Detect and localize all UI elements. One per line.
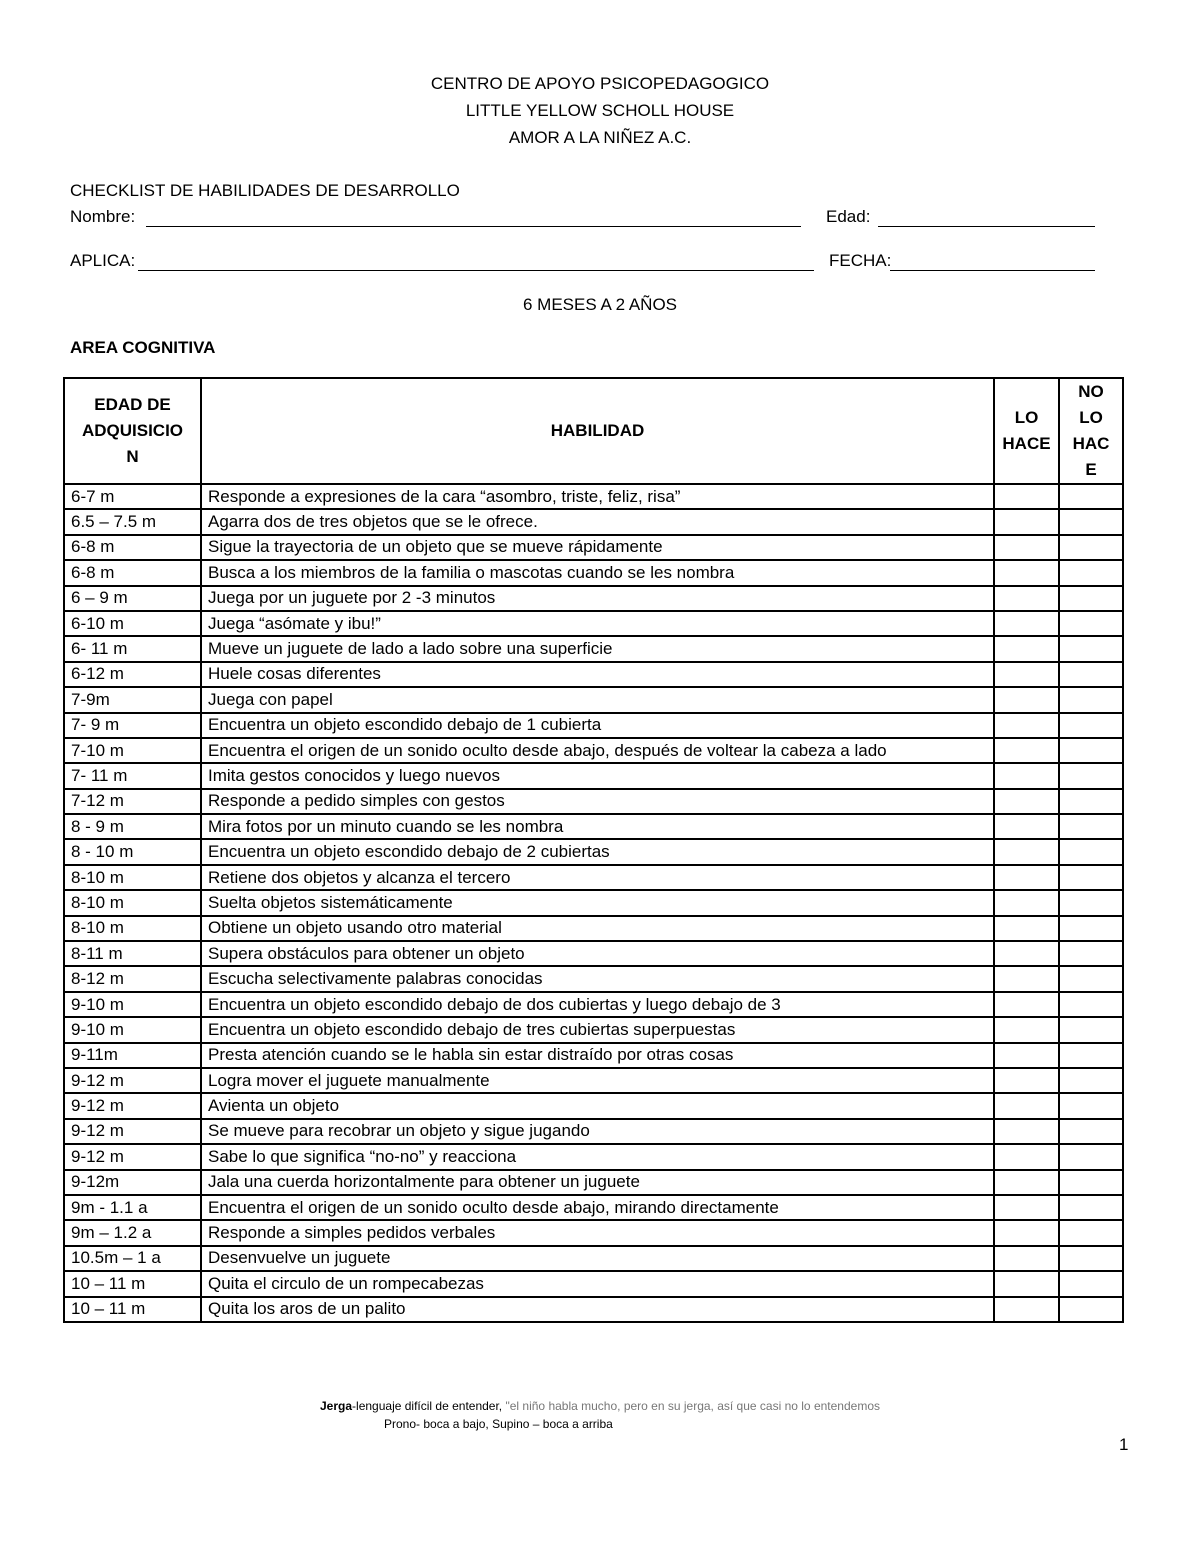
table-row — [64, 1170, 1123, 1195]
column-header-age — [64, 378, 201, 484]
skill-cell: Juega con papel — [201, 687, 994, 712]
does-checkbox-cell[interactable] — [994, 1017, 1059, 1042]
does-not-checkbox-cell[interactable] — [1059, 1119, 1123, 1144]
column-header-does-l2: HACE — [1002, 434, 1051, 453]
column-header-age-l1: EDAD DE — [94, 395, 171, 414]
age-cell: 8-10 m — [64, 865, 201, 890]
skill-cell: Retiene dos objetos y alcanza el tercero — [201, 865, 994, 890]
footnote-jerga-term: Jerga — [320, 1399, 353, 1413]
table-row — [64, 713, 1123, 738]
does-not-checkbox-cell[interactable] — [1059, 1195, 1123, 1220]
skill-cell: Encuentra un objeto escondido debajo de dos cubiertas y luego debajo de 3 — [201, 992, 994, 1017]
does-not-checkbox-cell[interactable] — [1059, 1220, 1123, 1245]
does-not-checkbox-cell[interactable] — [1059, 662, 1123, 687]
skill-cell: Jala una cuerda horizontalmente para obtener un juguete — [201, 1170, 994, 1195]
table-row — [64, 662, 1123, 687]
skill-cell: Encuentra un objeto escondido debajo de tres cubiertas superpuestas — [201, 1017, 994, 1042]
skill-cell: Quita el circulo de un rompecabezas — [201, 1271, 994, 1296]
skill-cell: Responde a expresiones de la cara “asombro, triste, feliz, risa” — [201, 484, 994, 509]
does-checkbox-cell[interactable] — [994, 1246, 1059, 1271]
skill-cell: Juega “asómate y ibu!” — [201, 611, 994, 636]
skill-cell: Sabe lo que significa “no-no” y reacciona — [201, 1144, 994, 1169]
skill-cell: Supera obstáculos para obtener un objeto — [201, 941, 994, 966]
table-row — [64, 1246, 1123, 1271]
table-row — [64, 1297, 1123, 1322]
column-header-not-l4: E — [1085, 460, 1097, 479]
age-cell: 8 - 9 m — [64, 814, 201, 839]
skill-cell: Desenvuelve un juguete — [201, 1246, 994, 1271]
page-number: 1 — [1119, 1435, 1129, 1454]
skill-cell: Presta atención cuando se le habla sin estar distraído por otras cosas — [201, 1043, 994, 1068]
does-not-checkbox-cell[interactable] — [1059, 636, 1123, 661]
does-checkbox-cell[interactable] — [994, 1271, 1059, 1296]
table-row — [64, 966, 1123, 991]
column-header-not-l1: NO — [1078, 382, 1104, 401]
does-checkbox-cell[interactable] — [994, 1119, 1059, 1144]
age-cell: 6-8 m — [64, 560, 201, 585]
age-cell: 9m - 1.1 a — [64, 1195, 201, 1220]
age-cell: 9-10 m — [64, 1017, 201, 1042]
column-header-skill: HABILIDAD — [201, 378, 994, 484]
table-row — [64, 687, 1123, 712]
column-header-does-l1: LO — [1014, 408, 1039, 427]
does-checkbox-cell[interactable] — [994, 1297, 1059, 1322]
age-cell: 10 – 11 m — [64, 1271, 201, 1296]
does-checkbox-cell[interactable] — [994, 1195, 1059, 1220]
footnote-jerga — [0, 1399, 1200, 1413]
table-row — [64, 941, 1123, 966]
table-row — [64, 1271, 1123, 1296]
age-cell: 9m – 1.2 a — [64, 1220, 201, 1245]
age-cell: 6-12 m — [64, 662, 201, 687]
table-row — [64, 560, 1123, 585]
age-cell: 9-12 m — [64, 1144, 201, 1169]
table-row — [64, 611, 1123, 636]
does-not-checkbox-cell[interactable] — [1059, 484, 1123, 509]
edad-label: Edad: — [826, 207, 871, 226]
skills-checklist-table — [63, 377, 1124, 1323]
skill-cell: Avienta un objeto — [201, 1093, 994, 1118]
footnote-jerga-definition: -lenguaje difícil de entender, — [352, 1399, 506, 1413]
does-not-checkbox-cell[interactable] — [1059, 992, 1123, 1017]
table-row — [64, 916, 1123, 941]
does-checkbox-cell[interactable] — [994, 916, 1059, 941]
does-not-checkbox-cell[interactable] — [1059, 814, 1123, 839]
age-cell: 10 – 11 m — [64, 1297, 201, 1322]
age-cell: 8-10 m — [64, 890, 201, 915]
table-row — [64, 763, 1123, 788]
does-checkbox-cell[interactable] — [994, 1068, 1059, 1093]
skill-cell: Huele cosas diferentes — [201, 662, 994, 687]
does-not-checkbox-cell[interactable] — [1059, 865, 1123, 890]
aplica-field[interactable] — [138, 270, 814, 271]
age-cell: 9-11m — [64, 1043, 201, 1068]
skill-cell: Obtiene un objeto usando otro material — [201, 916, 994, 941]
does-not-checkbox-cell[interactable] — [1059, 1043, 1123, 1068]
column-header-not-l2: LO — [1079, 408, 1103, 427]
does-checkbox-cell[interactable] — [994, 1220, 1059, 1245]
does-not-checkbox-cell[interactable] — [1059, 1144, 1123, 1169]
table-row — [64, 814, 1123, 839]
table-row — [64, 865, 1123, 890]
organization-name: AMOR A LA NIÑEZ A.C. — [508, 128, 692, 147]
does-not-checkbox-cell[interactable] — [1059, 890, 1123, 915]
does-not-checkbox-cell[interactable] — [1059, 738, 1123, 763]
table-row — [64, 1017, 1123, 1042]
does-not-checkbox-cell[interactable] — [1059, 1271, 1123, 1296]
table-row — [64, 839, 1123, 864]
age-cell: 6-8 m — [64, 535, 201, 560]
table-row — [64, 1043, 1123, 1068]
age-cell: 6 – 9 m — [64, 586, 201, 611]
does-checkbox-cell[interactable] — [994, 535, 1059, 560]
center-name: CENTRO DE APOYO PSICOPEDAGOGICO — [430, 74, 770, 93]
checklist-title: CHECKLIST DE HABILIDADES DE DESARROLLO — [70, 181, 460, 200]
does-not-checkbox-cell[interactable] — [1059, 1246, 1123, 1271]
does-checkbox-cell[interactable] — [994, 611, 1059, 636]
nombre-field[interactable] — [146, 226, 801, 227]
column-header-not-l3: HAC — [1072, 434, 1110, 453]
does-checkbox-cell[interactable] — [994, 890, 1059, 915]
does-not-checkbox-cell[interactable] — [1059, 763, 1123, 788]
age-cell: 9-10 m — [64, 992, 201, 1017]
table-row — [64, 1220, 1123, 1245]
table-row — [64, 1093, 1123, 1118]
edad-field[interactable] — [878, 226, 1095, 227]
does-checkbox-cell[interactable] — [994, 636, 1059, 661]
skill-cell: Quita los aros de un palito — [201, 1297, 994, 1322]
does-not-checkbox-cell[interactable] — [1059, 509, 1123, 534]
skill-cell: Escucha selectivamente palabras conocidas — [201, 966, 994, 991]
column-header-age-l2: ADQUISICIO — [81, 421, 184, 440]
does-checkbox-cell[interactable] — [994, 1144, 1059, 1169]
age-cell: 7-9m — [64, 687, 201, 712]
does-checkbox-cell[interactable] — [994, 1043, 1059, 1068]
age-cell: 9-12 m — [64, 1093, 201, 1118]
age-cell: 8 - 10 m — [64, 839, 201, 864]
does-checkbox-cell[interactable] — [994, 992, 1059, 1017]
does-checkbox-cell[interactable] — [994, 687, 1059, 712]
column-header-does-not — [1059, 378, 1123, 484]
aplica-label: APLICA: — [70, 251, 136, 270]
does-not-checkbox-cell[interactable] — [1059, 1297, 1123, 1322]
skill-cell: Mira fotos por un minuto cuando se les nombra — [201, 814, 994, 839]
age-range-title: 6 MESES A 2 AÑOS — [522, 295, 678, 314]
skill-cell: Agarra dos de tres objetos que se le ofrece. — [201, 509, 994, 534]
age-cell: 6-10 m — [64, 611, 201, 636]
fecha-label: FECHA: — [829, 251, 892, 270]
skill-cell: Sigue la trayectoria de un objeto que se mueve rápidamente — [201, 535, 994, 560]
footnote-prono: Prono- boca a bajo, Supino – boca a arriba — [384, 1417, 613, 1431]
does-not-checkbox-cell[interactable] — [1059, 789, 1123, 814]
skill-cell: Logra mover el juguete manualmente — [201, 1068, 994, 1093]
does-checkbox-cell[interactable] — [994, 839, 1059, 864]
does-checkbox-cell[interactable] — [994, 509, 1059, 534]
school-name: LITTLE YELLOW SCHOLL HOUSE — [465, 101, 735, 120]
does-checkbox-cell[interactable] — [994, 941, 1059, 966]
table-row — [64, 484, 1123, 509]
table-row — [64, 789, 1123, 814]
age-cell: 8-12 m — [64, 966, 201, 991]
section-title: AREA COGNITIVA — [70, 338, 216, 357]
age-cell: 9-12m — [64, 1170, 201, 1195]
age-cell: 6.5 – 7.5 m — [64, 509, 201, 534]
column-header-age-l3: N — [126, 447, 139, 466]
does-checkbox-cell[interactable] — [994, 1093, 1059, 1118]
age-cell: 6-7 m — [64, 484, 201, 509]
table-row — [64, 1144, 1123, 1169]
does-checkbox-cell[interactable] — [994, 763, 1059, 788]
does-checkbox-cell[interactable] — [994, 966, 1059, 991]
skill-cell: Encuentra el origen de un sonido oculto desde abajo, después de voltear la cabeza a lado — [201, 738, 994, 763]
skill-cell: Suelta objetos sistemáticamente — [201, 890, 994, 915]
age-cell: 7- 9 m — [64, 713, 201, 738]
table-row — [64, 738, 1123, 763]
skill-cell: Juega por un juguete por 2 -3 minutos — [201, 586, 994, 611]
table-row — [64, 1195, 1123, 1220]
skill-cell: Encuentra el origen de un sonido oculto desde abajo, mirando directamente — [201, 1195, 994, 1220]
table-row — [64, 1068, 1123, 1093]
skill-cell: Encuentra un objeto escondido debajo de 1 cubierta — [201, 713, 994, 738]
skill-cell: Imita gestos conocidos y luego nuevos — [201, 763, 994, 788]
does-not-checkbox-cell[interactable] — [1059, 1170, 1123, 1195]
table-row — [64, 992, 1123, 1017]
does-not-checkbox-cell[interactable] — [1059, 941, 1123, 966]
does-checkbox-cell[interactable] — [994, 484, 1059, 509]
does-not-checkbox-cell[interactable] — [1059, 839, 1123, 864]
age-cell: 9-12 m — [64, 1119, 201, 1144]
does-checkbox-cell[interactable] — [994, 1170, 1059, 1195]
does-not-checkbox-cell[interactable] — [1059, 916, 1123, 941]
age-cell: 7-12 m — [64, 789, 201, 814]
age-cell: 6- 11 m — [64, 636, 201, 661]
does-checkbox-cell[interactable] — [994, 560, 1059, 585]
does-checkbox-cell[interactable] — [994, 738, 1059, 763]
table-row — [64, 890, 1123, 915]
skill-cell: Mueve un juguete de lado a lado sobre una superficie — [201, 636, 994, 661]
does-checkbox-cell[interactable] — [994, 662, 1059, 687]
does-not-checkbox-cell[interactable] — [1059, 535, 1123, 560]
does-not-checkbox-cell[interactable] — [1059, 586, 1123, 611]
does-not-checkbox-cell[interactable] — [1059, 687, 1123, 712]
skill-cell: Responde a simples pedidos verbales — [201, 1220, 994, 1245]
does-checkbox-cell[interactable] — [994, 713, 1059, 738]
does-checkbox-cell[interactable] — [994, 586, 1059, 611]
does-not-checkbox-cell[interactable] — [1059, 1068, 1123, 1093]
age-cell: 8-10 m — [64, 916, 201, 941]
age-cell: 8-11 m — [64, 941, 201, 966]
skill-cell: Responde a pedido simples con gestos — [201, 789, 994, 814]
table-row — [64, 586, 1123, 611]
does-not-checkbox-cell[interactable] — [1059, 611, 1123, 636]
skill-cell: Se mueve para recobrar un objeto y sigue jugando — [201, 1119, 994, 1144]
does-not-checkbox-cell[interactable] — [1059, 1017, 1123, 1042]
skill-cell: Encuentra un objeto escondido debajo de 2 cubiertas — [201, 839, 994, 864]
nombre-label: Nombre: — [70, 207, 136, 226]
does-not-checkbox-cell[interactable] — [1059, 966, 1123, 991]
does-checkbox-cell[interactable] — [994, 814, 1059, 839]
does-checkbox-cell[interactable] — [994, 789, 1059, 814]
table-row — [64, 1119, 1123, 1144]
table-row — [64, 636, 1123, 661]
table-header-row — [64, 378, 1123, 484]
fecha-field[interactable] — [890, 270, 1095, 271]
table-body — [64, 484, 1123, 1322]
age-cell: 10.5m – 1 a — [64, 1246, 201, 1271]
does-not-checkbox-cell[interactable] — [1059, 1093, 1123, 1118]
column-header-does — [994, 378, 1059, 484]
age-cell: 7-10 m — [64, 738, 201, 763]
does-checkbox-cell[interactable] — [994, 865, 1059, 890]
does-not-checkbox-cell[interactable] — [1059, 713, 1123, 738]
does-not-checkbox-cell[interactable] — [1059, 560, 1123, 585]
skill-cell: Busca a los miembros de la familia o mascotas cuando se les nombra — [201, 560, 994, 585]
age-cell: 7- 11 m — [64, 763, 201, 788]
footnote-jerga-example: "el niño habla mucho, pero en su jerga, así que casi no lo entendemos — [505, 1399, 880, 1413]
table-row — [64, 509, 1123, 534]
table-row — [64, 535, 1123, 560]
age-cell: 9-12 m — [64, 1068, 201, 1093]
